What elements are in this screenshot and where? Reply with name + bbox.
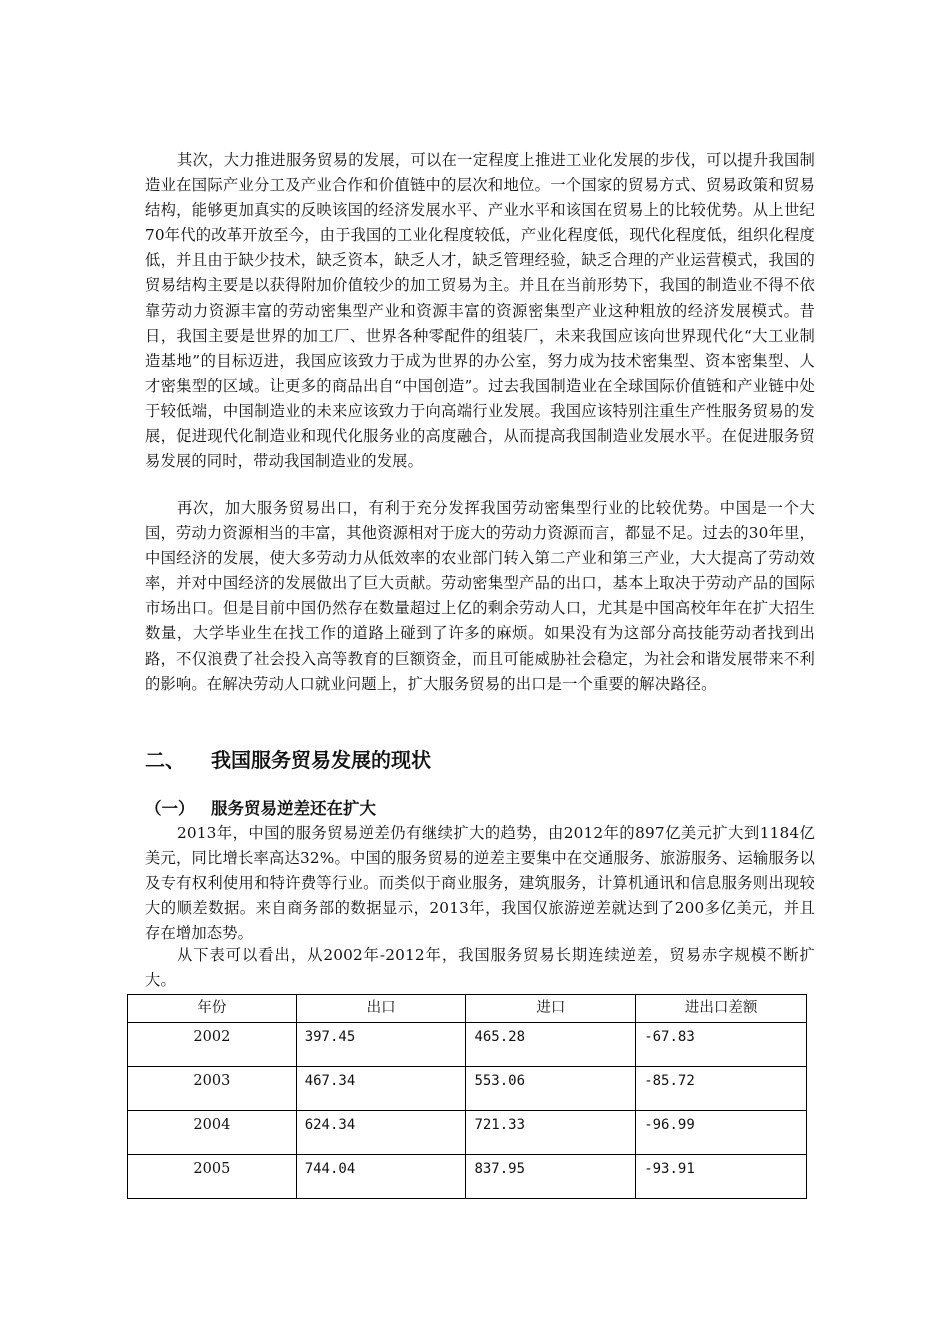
cell-balance: -85.72 xyxy=(636,1067,807,1111)
cell-import: 465.28 xyxy=(466,1023,636,1067)
cell-balance: -96.99 xyxy=(636,1111,807,1155)
cell-year: 2005 xyxy=(128,1155,297,1199)
header-balance: 进出口差额 xyxy=(636,995,807,1023)
paragraph-table-intro: 从下表可以看出，从2002年-2012年，我国服务贸易长期连续逆差，贸易赤字规模不断扩大。 xyxy=(145,946,815,990)
table-row xyxy=(128,1111,807,1155)
cell-export: 744.04 xyxy=(296,1155,466,1199)
trade-table xyxy=(127,994,807,1199)
header-import: 进口 xyxy=(466,995,636,1023)
subsection-number: （一） xyxy=(145,799,195,818)
cell-balance: -93.91 xyxy=(636,1155,807,1199)
table-header-row xyxy=(128,995,807,1023)
paragraph-deficit-2013: 2013年，中国的服务贸易逆差仍有继续扩大的趋势，由2012年的897亿美元扩大到1184亿美元，同比增长率高达32%。中国的服务贸易的逆差主要集中在交通服务、旅游服务、运输服务以及专有权利使用和特许费等行业。而类似于商业服务，建筑服务，计算机通讯和信息服务则出现较大的顺差数据。来自商务部的数据显示，2013年，我国仅旅游逆差就达到了200多亿美元，并且存在增加态势。 xyxy=(145,824,815,943)
cell-export: 397.45 xyxy=(296,1023,466,1067)
table-row xyxy=(128,1067,807,1111)
paragraph-labor-export: 再次，加大服务贸易出口，有利于充分发挥我国劳动密集型行业的比较优势。中国是一个大国，劳动力资源相当的丰富，其他资源相对于庞大的劳动力资源而言，都显不足。过去的30年里，中国经济的发展，使大多劳动力从低效率的农业部门转入第二产业和第三产业，大大提高了劳动效率，并对中国经济的发展做出了巨大贡献。劳动密集型产品的出口，基本上取决于劳动产品的国际市场出口。但是目前中国仍然存在数量超过上亿的剩余劳动人口，尤其是中国高校年年在扩大招生数量，大学毕业生在找工作的道路上碰到了许多的麻烦。如果没有为这部分高技能劳动者找到出路，不仅浪费了社会投入高等教育的巨额资金，而且可能威胁社会稳定，为社会和谐发展带来不利的影响。在解决劳动人口就业问题上，扩大服务贸易的出口是一个重要的解决路径。 xyxy=(145,499,815,693)
cell-year: 2003 xyxy=(128,1067,297,1111)
cell-import: 721.33 xyxy=(466,1111,636,1155)
cell-import: 553.06 xyxy=(466,1067,636,1111)
table-row xyxy=(128,1023,807,1067)
cell-import: 837.95 xyxy=(466,1155,636,1199)
section-number: 二、 xyxy=(145,748,185,772)
header-export: 出口 xyxy=(296,995,466,1023)
cell-year: 2004 xyxy=(128,1111,297,1155)
subsection-title: 服务贸易逆差还在扩大 xyxy=(211,799,376,818)
cell-export: 467.34 xyxy=(296,1067,466,1111)
header-year: 年份 xyxy=(128,995,297,1023)
cell-balance: -67.83 xyxy=(636,1023,807,1067)
cell-export: 624.34 xyxy=(296,1111,466,1155)
table-row xyxy=(128,1155,807,1199)
section-heading xyxy=(145,744,431,773)
subsection-heading xyxy=(145,795,376,819)
section-title: 我国服务贸易发展的现状 xyxy=(211,748,431,772)
paragraph-manufacturing: 其次，大力推进服务贸易的发展，可以在一定程度上推进工业化发展的步伐，可以提升我国制造业在国际产业分工及产业合作和价值链中的层次和地位。一个国家的贸易方式、贸易政策和贸易结构，能够更加真实的反映该国的经济发展水平、产业水平和该国在贸易上的比较优势。从上世纪70年代的改革开放至今，由于我国的工业化程度较低，产业化程度低，现代化程度低，组织化程度低，并且由于缺少技术，缺乏资本，缺乏人才，缺乏管理经验，缺乏合理的产业运营模式，我国的贸易结构主要是以获得附加价值较少的加工贸易为主。并且在当前形势下，我国的制造业不得不依靠劳动力资源丰富的劳动密集型产业和资源丰富的资源密集型产业这种粗放的经济发展模式。昔日，我国主要是世界的加工厂、世界各种零配件的组装厂，未来我国应该向世界现代化“大工业制造基地”的目标迈进，我国应该致力于成为世界的办公室，努力成为技术密集型、资本密集型、人才密集型的区域。让更多的商品出自“中国创造”。过去我国制造业在全球国际价值链和产业链中处于较低端，中国制造业的未来应该致力于向高端行业发展。我国应该特别注重生产性服务贸易的发展，促进现代化制造业和现代化服务业的高度融合，从而提高我国制造业发展水平。在促进服务贸易发展的同时，带动我国制造业的发展。 xyxy=(145,151,815,471)
cell-year: 2002 xyxy=(128,1023,297,1067)
